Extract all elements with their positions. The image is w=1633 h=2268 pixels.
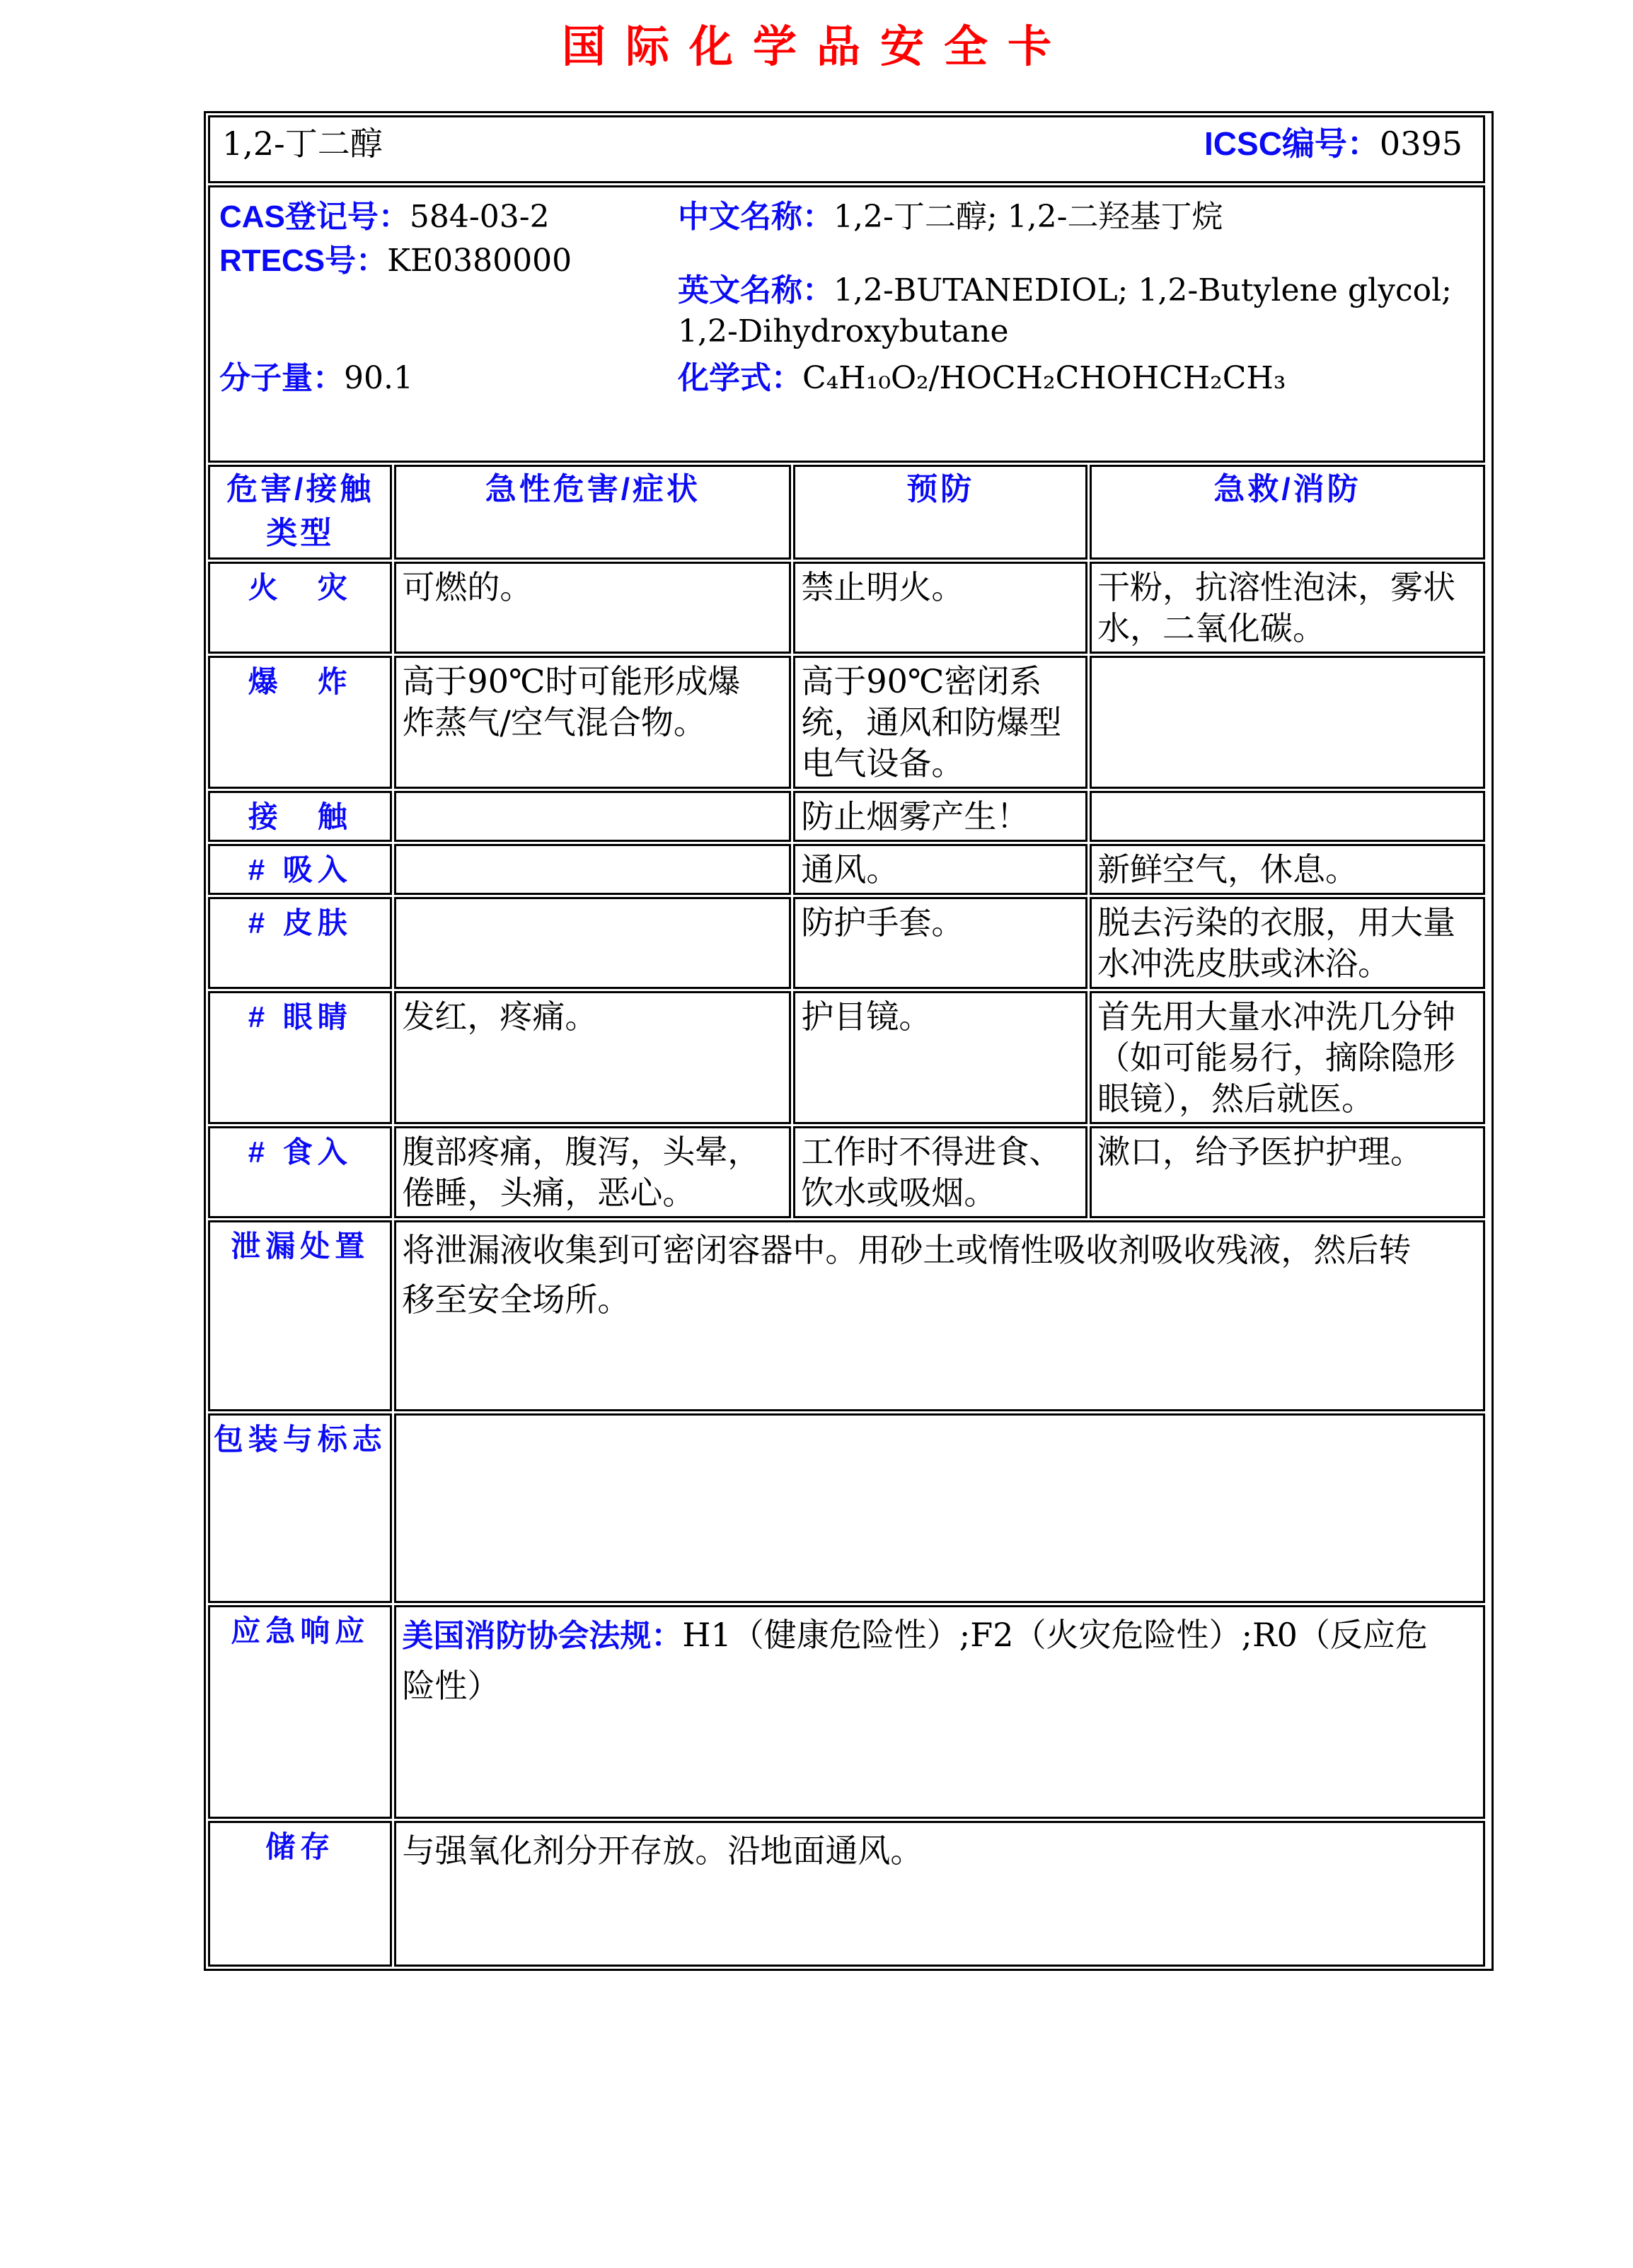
fire-first-aid: 干粉，抗溶性泡沫，雾状水，二氧化碳。 [1090,562,1485,654]
rtecs-value: KE0380000 [387,243,572,279]
row-label-emergency: 应急响应 [208,1605,392,1819]
icsc-card [204,111,1494,1971]
row-label-spill: 泄漏处置 [208,1220,392,1411]
ingestion-first-aid: 漱口，给予医护护理。 [1090,1126,1485,1218]
table-row-storage [208,1821,1485,1967]
formula-value: C₄H₁₀O₂/HOCH₂CHOHCH₂CH₃ [802,360,1286,396]
page-title: 国际化学品安全卡 [561,21,1071,72]
skin-first-aid: 脱去污染的衣服，用大量水冲洗皮肤或沐浴。 [1090,897,1485,989]
formula-label: 化学式： [678,361,802,395]
en-name-label: 英文名称： [678,273,833,308]
cas-value: 584-03-2 [409,199,550,235]
col-header-symptoms: 急性危害/症状 [394,465,791,560]
row-label-eyes: # 眼睛 [208,991,392,1124]
explosion-first-aid [1090,656,1485,789]
icsc-number-label: ICSC编号： [1204,125,1380,162]
explosion-prevention: 高于90℃密闭系统，通风和防爆型电气设备。 [793,656,1087,789]
row-label-explosion: 爆 炸 [208,656,392,789]
eyes-symptom: 发红，疼痛。 [394,991,791,1124]
storage-content: 与强氧化剂分开存放。沿地面通风。 [394,1821,1485,1967]
table-row-exposure [208,791,1485,842]
row-label-storage: 储存 [208,1821,392,1967]
eyes-first-aid: 首先用大量水冲洗几分钟（如可能易行，摘除隐形眼镜），然后就医。 [1090,991,1485,1124]
inhalation-prevention: 通风。 [793,844,1087,895]
col-header-prevention: 预防 [793,465,1087,560]
table-row-inhalation [208,844,1485,895]
row-label-inhalation: # 吸入 [208,844,392,895]
fire-symptom: 可燃的。 [394,562,791,654]
exposure-symptom [394,791,791,842]
rtecs-label: RTECS号： [219,243,388,278]
row-label-fire: 火 灾 [208,562,392,654]
eyes-prevention: 护目镜。 [793,991,1087,1124]
icsc-number-value: 0395 [1379,125,1462,163]
table-row-fire [208,562,1485,654]
table-row-packaging [208,1413,1485,1603]
table-row-skin [208,897,1485,989]
ingestion-symptom: 腹部疼痛，腹泻，头晕，倦睡，头痛，恶心。 [394,1126,791,1218]
fire-prevention: 禁止明火。 [793,562,1087,654]
exposure-first-aid [1090,791,1485,842]
en-name-line [678,270,1475,352]
cn-name-label: 中文名称： [678,199,833,234]
molecular-weight-value: 90.1 [344,360,413,396]
ingestion-prevention: 工作时不得进食、饮水或吸烟。 [793,1126,1087,1218]
row-identity [208,185,1485,463]
table-row-explosion [208,656,1485,789]
row-name [208,115,1485,183]
col-header-first-aid: 急救/消防 [1090,465,1485,560]
packaging-content [394,1413,1485,1603]
nfpa-label: 美国消防协会法规： [402,1619,683,1653]
skin-prevention: 防护手套。 [793,897,1087,989]
row-label-exposure: 接 触 [208,791,392,842]
table-row-emergency [208,1605,1485,1819]
formula-line [678,352,1475,398]
icsc-table [206,113,1487,1969]
skin-symptom [394,897,791,989]
col-header-hazard-type-line1: 危害/接触 [226,472,374,507]
explosion-symptom: 高于90℃时可能形成爆炸蒸气/空气混合物。 [394,656,791,789]
spill-content: 将泄漏液收集到可密闭容器中。用砂土或惰性吸收剂吸收残液，然后转移至安全场所。 [394,1220,1485,1411]
exposure-prevention: 防止烟雾产生！ [793,791,1087,842]
substance-name: 1,2-丁二醇 [222,125,383,163]
cas-line [219,195,678,239]
cn-name-line [678,195,1475,239]
emergency-content [394,1605,1485,1819]
name-cell [208,115,1485,183]
table-row-ingestion [208,1126,1485,1218]
identity-cell [208,185,1485,463]
inhalation-first-aid: 新鲜空气，休息。 [1090,844,1485,895]
table-row-spill [208,1220,1485,1411]
cn-name-value: 1,2-丁二醇; 1,2-二羟基丁烷 [833,199,1223,235]
col-header-hazard-type-line2: 类型 [266,516,335,550]
cas-label: CAS登记号： [219,199,410,234]
col-header-hazard-type [208,465,392,560]
icsc-number [1204,118,1462,165]
en-name-value: 1,2-BUTANEDIOL; 1,2-Butylene glycol; 1,2-Dihydroxybutane [678,272,1453,349]
molecular-weight-line [219,352,678,398]
nfpa-value: H1（健康危险性）;F2（火灾危险性）;R0（反应危险性） [402,1616,1428,1705]
inhalation-symptom [394,844,791,895]
row-label-skin: # 皮肤 [208,897,392,989]
row-header [208,465,1485,560]
rtecs-line [219,239,678,283]
row-label-packaging: 包装与标志 [208,1413,392,1603]
molecular-weight-label: 分子量： [219,361,344,395]
table-row-eyes [208,991,1485,1124]
row-label-ingestion: # 食入 [208,1126,392,1218]
